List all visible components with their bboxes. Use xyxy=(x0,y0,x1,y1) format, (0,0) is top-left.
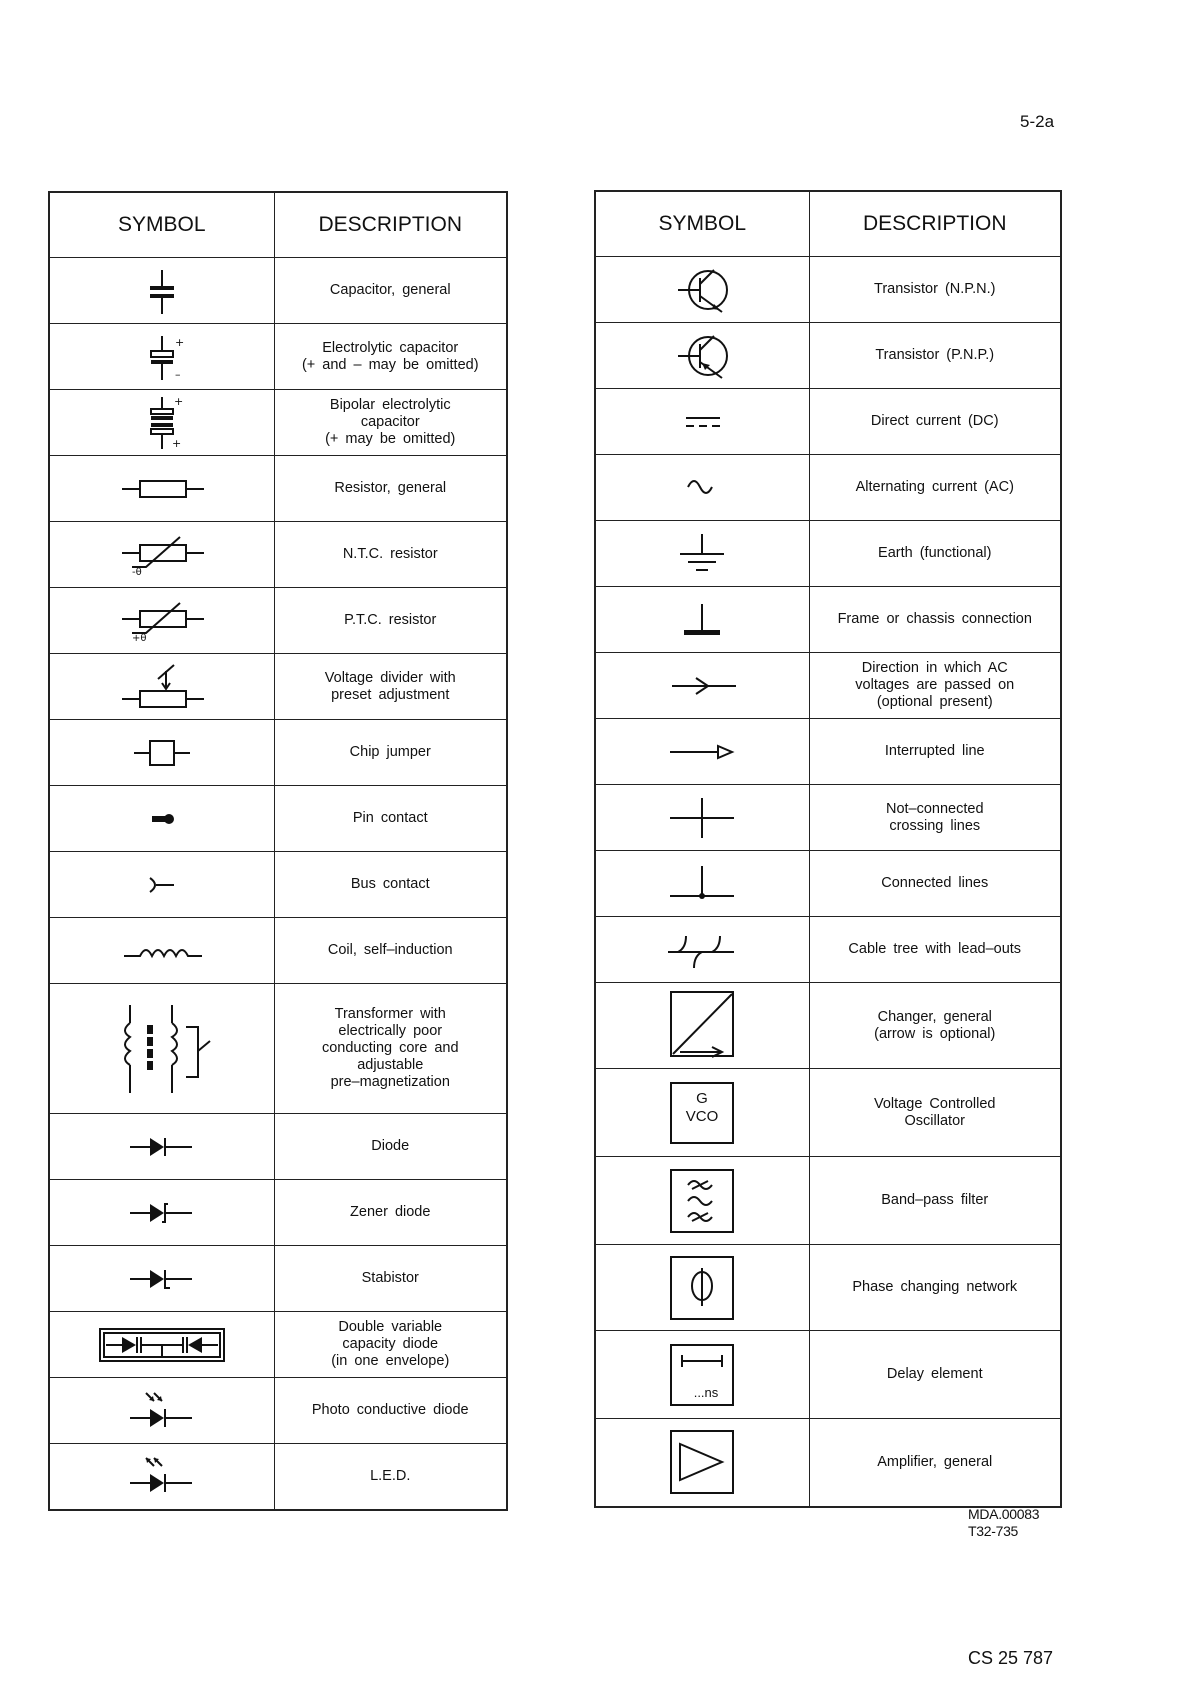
description-line: L.E.D. xyxy=(370,1467,411,1484)
symbol-description xyxy=(274,1180,507,1246)
symbol-description xyxy=(809,851,1061,917)
symbol-description xyxy=(274,720,507,786)
description-line: capacity diode xyxy=(342,1336,439,1352)
table-row xyxy=(49,522,507,588)
description-line: (in one envelope) xyxy=(331,1353,450,1369)
table-row xyxy=(49,1246,507,1312)
symbol-description xyxy=(809,983,1061,1069)
chip-jumper-icon xyxy=(49,720,274,786)
description-line: Diode xyxy=(371,1138,410,1154)
electrolytic-capacitor-icon xyxy=(49,324,274,390)
capacitor-icon xyxy=(49,258,274,324)
diode-icon xyxy=(49,1114,274,1180)
table-row xyxy=(595,653,1061,719)
symbol-description xyxy=(274,324,507,390)
table-row xyxy=(595,257,1061,323)
table-row xyxy=(49,588,507,654)
symbol-description xyxy=(274,852,507,918)
description-line: (+ may be omitted) xyxy=(325,431,456,447)
table-row xyxy=(49,456,507,522)
ptc-resistor-icon xyxy=(49,588,274,654)
bipolar-electrolytic-capacitor-icon xyxy=(49,390,274,456)
description-line: Stabistor xyxy=(361,1270,419,1286)
symbol-description xyxy=(809,719,1061,785)
symbol-description xyxy=(809,521,1061,587)
symbol-column-header: SYMBOL xyxy=(595,191,809,257)
description-line: Chip jumper xyxy=(349,744,431,760)
symbol-description xyxy=(809,1245,1061,1331)
symbol-description xyxy=(274,1246,507,1312)
symbol-description xyxy=(274,456,507,522)
description-line: Amplifier, general xyxy=(877,1453,993,1470)
document-id: CS 25 787 xyxy=(968,1648,1054,1668)
voltage-divider-icon xyxy=(49,654,274,720)
symbol-description xyxy=(809,1069,1061,1157)
stabistor-icon xyxy=(49,1246,274,1312)
delay-element-icon xyxy=(595,1331,809,1419)
table-row xyxy=(595,917,1061,983)
left-symbol-table xyxy=(48,191,508,1511)
description-line: N.T.C. resistor xyxy=(342,546,438,562)
symbol-description xyxy=(274,1114,507,1180)
description-line: Photo conductive diode xyxy=(311,1402,469,1418)
symbol-description xyxy=(809,1157,1061,1245)
description-line: Transistor (P.N.P.) xyxy=(875,347,995,363)
table-row xyxy=(595,1331,1061,1419)
table-row xyxy=(49,1378,507,1444)
symbol-description xyxy=(274,522,507,588)
description-line: Transformer with xyxy=(334,1006,446,1022)
symbol-column-header: SYMBOL xyxy=(49,192,274,258)
npn-transistor-icon xyxy=(595,257,809,323)
ntc-resistor-icon xyxy=(49,522,274,588)
symbol-description xyxy=(274,1378,507,1444)
description-line: Pin contact xyxy=(352,810,428,826)
description-line: Voltage Controlled xyxy=(874,1095,996,1112)
reference-line-2: T32-735 xyxy=(968,1523,1019,1539)
description-line: Double variable xyxy=(338,1319,443,1335)
symbol-description xyxy=(809,917,1061,983)
description-line: preset adjustment xyxy=(331,686,450,703)
interrupted-line-icon xyxy=(595,719,809,785)
description-line: (arrow is optional) xyxy=(874,1025,996,1042)
description-line: crossing lines xyxy=(889,817,981,834)
description-line: Bus contact xyxy=(350,876,430,892)
description-line: conducting core and xyxy=(321,1040,459,1056)
pin-contact-icon xyxy=(49,786,274,852)
symbol-description xyxy=(274,918,507,984)
symbol-description xyxy=(274,786,507,852)
page-number: 5-2a xyxy=(1020,112,1055,131)
symbol-description xyxy=(274,1312,507,1378)
chassis-connection-icon xyxy=(595,587,809,653)
svg-text:+θ: +θ xyxy=(131,632,147,643)
description-line: Alternating current (AC) xyxy=(855,479,1014,495)
ac-direction-icon xyxy=(595,653,809,719)
description-line: Resistor, general xyxy=(334,480,447,496)
table-row xyxy=(49,786,507,852)
description-line: Earth (functional) xyxy=(878,545,992,561)
symbol-description xyxy=(274,1444,507,1510)
description-line: pre–magnetization xyxy=(330,1074,450,1090)
direct-current-icon xyxy=(595,389,809,455)
symbol-description xyxy=(809,389,1061,455)
table-row xyxy=(595,323,1061,389)
table-row xyxy=(49,1114,507,1180)
coil-icon xyxy=(49,918,274,984)
svg-text:+: + xyxy=(174,335,184,349)
table-row xyxy=(595,389,1061,455)
description-line: Delay element xyxy=(886,1366,983,1382)
description-line: Bipolar electrolytic xyxy=(329,397,451,413)
description-line: voltages are passed on xyxy=(855,677,1015,693)
delay-label: ...ns xyxy=(693,1384,719,1400)
symbol-description xyxy=(809,587,1061,653)
description-line: Coil, self–induction xyxy=(327,942,453,958)
table-row xyxy=(595,1245,1061,1331)
band-pass-filter-icon xyxy=(595,1157,809,1245)
phase-network-icon xyxy=(595,1245,809,1331)
changer-icon xyxy=(595,983,809,1069)
cable-tree-icon xyxy=(595,917,809,983)
description-column-header: DESCRIPTION xyxy=(809,191,1061,257)
crossing-lines-icon xyxy=(595,785,809,851)
pnp-transistor-icon xyxy=(595,323,809,389)
table-row xyxy=(49,918,507,984)
description-line: Zener diode xyxy=(350,1204,431,1220)
table-row xyxy=(49,1444,507,1510)
description-line: Direction in which AC xyxy=(861,660,1008,676)
led-icon xyxy=(49,1444,274,1510)
symbol-description xyxy=(809,1331,1061,1419)
right-symbol-table xyxy=(594,190,1062,1508)
symbol-description xyxy=(809,1419,1061,1507)
table-row xyxy=(49,390,507,456)
table-row xyxy=(49,1312,507,1378)
description-line: Connected lines xyxy=(881,875,989,891)
table-row xyxy=(595,719,1061,785)
description-line: Cable tree with lead–outs xyxy=(848,941,1022,957)
vco-label-g: G xyxy=(696,1089,709,1107)
description-line: Band–pass filter xyxy=(881,1192,989,1208)
transformer-icon xyxy=(49,984,274,1114)
symbol-description xyxy=(274,654,507,720)
svg-text:+: + xyxy=(173,394,183,408)
reference-code xyxy=(968,1506,1039,1540)
vco-icon xyxy=(595,1069,809,1157)
description-column-header: DESCRIPTION xyxy=(274,192,507,258)
table-row xyxy=(595,1419,1061,1507)
amplifier-icon xyxy=(595,1419,809,1507)
symbol-description xyxy=(809,257,1061,323)
description-line: adjustable xyxy=(357,1057,424,1073)
table-row xyxy=(49,720,507,786)
bus-contact-icon xyxy=(49,852,274,918)
connected-lines-icon xyxy=(595,851,809,917)
reference-line-1: MDA.00083 xyxy=(968,1506,1040,1522)
svg-text:-θ: -θ xyxy=(131,566,142,577)
symbol-description xyxy=(274,984,507,1114)
resistor-icon xyxy=(49,456,274,522)
table-row xyxy=(595,1069,1061,1157)
table-row xyxy=(49,324,507,390)
svg-text:–: – xyxy=(174,367,181,381)
table-row xyxy=(49,984,507,1114)
symbol-description xyxy=(274,258,507,324)
symbol-description xyxy=(809,785,1061,851)
zener-diode-icon xyxy=(49,1180,274,1246)
svg-text:+: + xyxy=(171,436,181,450)
symbol-description xyxy=(274,390,507,456)
description-line: Capacitor, general xyxy=(329,282,451,298)
table-row xyxy=(595,455,1061,521)
description-line: (+ and – may be omitted) xyxy=(301,356,479,373)
photo-conductive-diode-icon xyxy=(49,1378,274,1444)
symbol-description xyxy=(809,455,1061,521)
description-line: Transistor (N.P.N.) xyxy=(874,281,996,297)
description-line: capacitor xyxy=(360,414,420,430)
earth-icon xyxy=(595,521,809,587)
description-line: Oscillator xyxy=(904,1112,965,1129)
vco-label-text: VCO xyxy=(685,1107,719,1125)
table-row xyxy=(49,852,507,918)
table-row xyxy=(595,785,1061,851)
description-line: Direct current (DC) xyxy=(870,413,999,429)
description-line: Changer, general xyxy=(877,1008,992,1025)
alternating-current-icon xyxy=(595,455,809,521)
table-row xyxy=(49,654,507,720)
double-variable-capacity-diode-icon xyxy=(49,1312,274,1378)
description-line: Phase changing network xyxy=(852,1279,1018,1295)
table-row xyxy=(49,258,507,324)
table-row xyxy=(595,587,1061,653)
symbol-description xyxy=(809,323,1061,389)
description-line: Electrolytic capacitor xyxy=(322,339,459,356)
symbol-description xyxy=(274,588,507,654)
description-line: electrically poor xyxy=(338,1023,443,1039)
description-line: Frame or chassis connection xyxy=(837,611,1032,627)
description-line: (optional present) xyxy=(876,694,993,710)
table-row xyxy=(49,1180,507,1246)
table-row xyxy=(595,983,1061,1069)
table-row xyxy=(595,521,1061,587)
table-row xyxy=(595,1157,1061,1245)
description-line: Interrupted line xyxy=(884,743,985,759)
description-line: P.T.C. resistor xyxy=(344,612,437,628)
table-row xyxy=(595,851,1061,917)
description-line: Not–connected xyxy=(885,800,984,817)
description-line: Voltage divider with xyxy=(324,669,456,686)
symbol-description xyxy=(809,653,1061,719)
